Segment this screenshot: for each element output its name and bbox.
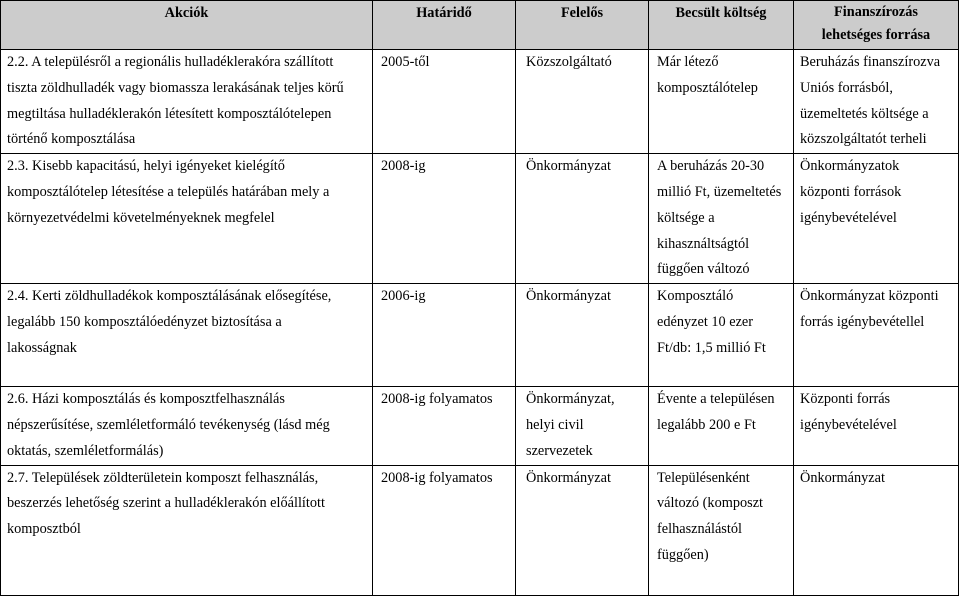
cell-line: Központi forrás bbox=[800, 391, 891, 408]
cell-action bbox=[1, 154, 373, 284]
cell-line: Közszolgáltató bbox=[526, 54, 612, 70]
cell-line: megtiltása hulladéklerakón létesített komposztálótelepen bbox=[7, 105, 332, 122]
cell-responsible bbox=[516, 154, 649, 284]
cell-line: komposztálótelep bbox=[657, 79, 758, 96]
cell-line: Uniós forrásból, bbox=[800, 79, 893, 96]
cell-line: 2.7. Települések zöldterületein komposzt felhasználás, bbox=[7, 469, 319, 486]
cell-line: kihasználtságtól bbox=[657, 235, 750, 252]
cell-line: igénybevételével bbox=[800, 209, 897, 226]
cell-cost bbox=[649, 284, 794, 387]
cell-line: 2.6. Házi komposztálás és komposztfelhasználás bbox=[7, 391, 285, 408]
table-row bbox=[1, 284, 959, 387]
cell-cost bbox=[649, 154, 794, 284]
cell-line: Településenként bbox=[657, 469, 750, 486]
cell-line: edényzet 10 ezer bbox=[657, 313, 754, 330]
cell-line: központi források bbox=[800, 183, 902, 200]
cell-line: Önkormányzatok bbox=[800, 158, 900, 175]
cell-line: komposztból bbox=[7, 521, 81, 538]
cell-line: igénybevételével bbox=[800, 416, 897, 433]
cell-line: Önkormányzat bbox=[526, 158, 611, 175]
cell-line: legalább 150 komposztálóedényzet biztosítása a bbox=[7, 313, 282, 330]
cell-line: Önkormányzat, bbox=[526, 391, 615, 408]
cell-line: Komposztáló bbox=[657, 288, 734, 305]
cell-line: Beruházás finanszírozva bbox=[800, 54, 941, 70]
cell-line: költsége a bbox=[657, 209, 715, 226]
cell-cost bbox=[649, 50, 794, 154]
header-estimated-cost: Becsült költség bbox=[649, 1, 794, 50]
header-funding-source bbox=[794, 1, 959, 50]
cell-line: Önkormányzat bbox=[526, 469, 611, 486]
cell-line: Önkormányzat központi bbox=[800, 288, 939, 305]
cell-line: Már létező bbox=[657, 54, 719, 70]
cell-line: 2.2. A településről a regionális hulladéklerakóra szállított bbox=[7, 54, 334, 70]
cell-action bbox=[1, 284, 373, 387]
table-row bbox=[1, 50, 959, 154]
header-funding-line: Finanszírozás bbox=[834, 4, 918, 20]
cell-responsible bbox=[516, 284, 649, 387]
header-actions: Akciók bbox=[1, 1, 373, 50]
cell-line: üzemeltetés költsége a bbox=[800, 105, 929, 122]
cell-line: történő komposztálása bbox=[7, 131, 136, 148]
cell-line: 2.4. Kerti zöldhulladékok komposztálásának elősegítése, bbox=[7, 288, 332, 305]
cell-line: komposztálótelep létesítése a település határában mely a bbox=[7, 183, 330, 200]
cell-action bbox=[1, 387, 373, 465]
cell-line: népszerűsítése, szemléletformáló tevékenység (lásd még bbox=[7, 416, 330, 433]
cell-line: 2008-ig folyamatos bbox=[381, 391, 493, 408]
cell-line: 2008-ig bbox=[381, 158, 426, 175]
cell-responsible bbox=[516, 387, 649, 465]
cell-funding bbox=[794, 465, 959, 595]
table-body bbox=[1, 50, 959, 596]
cell-funding bbox=[794, 154, 959, 284]
cell-action bbox=[1, 465, 373, 595]
cell-line: változó (komposzt bbox=[657, 495, 764, 512]
cell-line: Önkormányzat bbox=[526, 288, 611, 305]
cell-line: millió Ft, üzemeltetés bbox=[657, 183, 782, 200]
header-responsible: Felelős bbox=[516, 1, 649, 50]
cell-line: tiszta zöldhulladék vagy biomassza lerakásának teljes körű bbox=[7, 79, 344, 96]
cell-line: Ft/db: 1,5 millió Ft bbox=[657, 339, 766, 356]
cell-deadline bbox=[373, 387, 516, 465]
cell-line: legalább 200 e Ft bbox=[657, 416, 756, 433]
cell-line: forrás igénybevétellel bbox=[800, 313, 925, 330]
cell-line: környezetvédelmi követelményeknek megfelel bbox=[7, 209, 275, 226]
table-row bbox=[1, 154, 959, 284]
cell-funding bbox=[794, 387, 959, 465]
cell-cost bbox=[649, 465, 794, 595]
cell-line: felhasználástól bbox=[657, 521, 742, 538]
cell-line: szervezetek bbox=[526, 442, 593, 459]
cell-line: 2005-től bbox=[381, 54, 430, 70]
table-header bbox=[1, 1, 959, 50]
cell-deadline bbox=[373, 284, 516, 387]
cell-line: közszolgáltatót terheli bbox=[800, 131, 927, 148]
cell-deadline bbox=[373, 465, 516, 595]
cell-line: függően) bbox=[657, 546, 709, 563]
cell-deadline bbox=[373, 50, 516, 154]
cell-responsible bbox=[516, 465, 649, 595]
table-row bbox=[1, 465, 959, 595]
cell-funding bbox=[794, 284, 959, 387]
cell-line: 2008-ig folyamatos bbox=[381, 469, 493, 486]
cell-funding bbox=[794, 50, 959, 154]
cell-responsible bbox=[516, 50, 649, 154]
header-funding-line: lehetséges forrása bbox=[821, 27, 931, 43]
cell-line: oktatás, szemléletformálás) bbox=[7, 442, 164, 459]
cell-line: Önkormányzat bbox=[800, 469, 885, 486]
cell-line: helyi civil bbox=[526, 416, 584, 433]
table-row bbox=[1, 387, 959, 465]
cell-line: 2.3. Kisebb kapacitású, helyi igényeket kielégítő bbox=[7, 158, 285, 175]
cell-action bbox=[1, 50, 373, 154]
header-deadline: Határidő bbox=[373, 1, 516, 50]
cell-cost bbox=[649, 387, 794, 465]
cell-line: lakosságnak bbox=[7, 339, 77, 356]
cell-line: függően változó bbox=[657, 261, 750, 278]
cell-line: beszerzés lehetőség szerint a hulladéklerakón előállított bbox=[7, 495, 325, 512]
cell-line: A beruházás 20-30 bbox=[657, 158, 765, 175]
cell-line: 2006-ig bbox=[381, 288, 426, 305]
cell-line: Évente a településen bbox=[657, 391, 775, 408]
cell-deadline bbox=[373, 154, 516, 284]
